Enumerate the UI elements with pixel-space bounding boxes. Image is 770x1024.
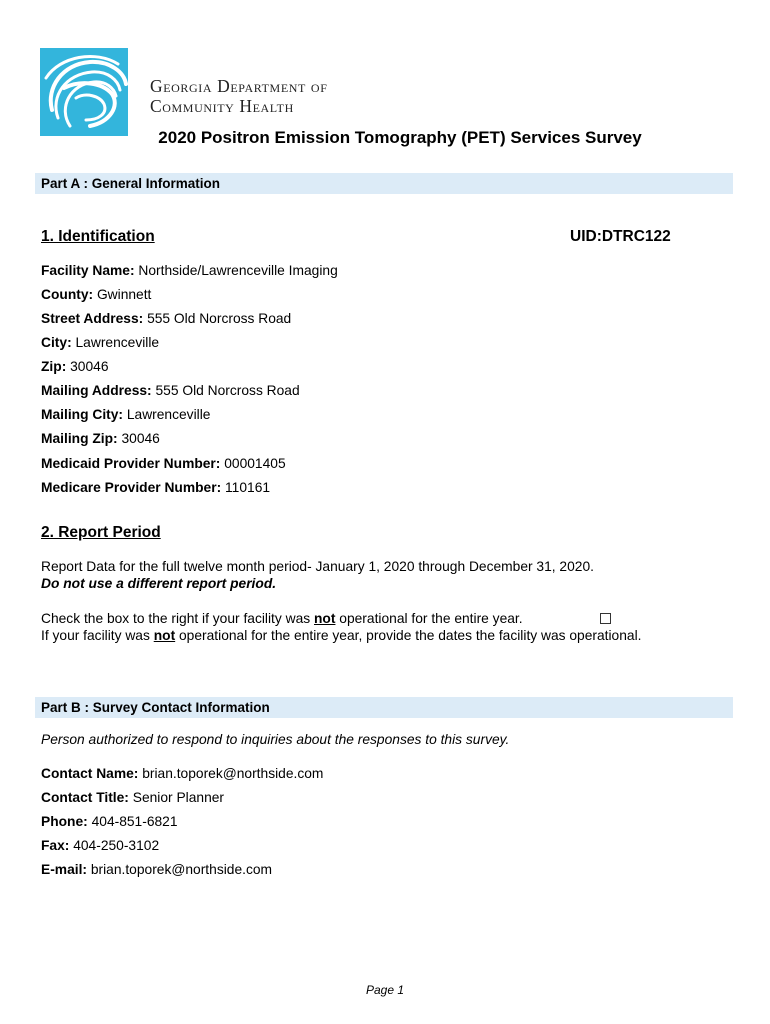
contact-title-field: Contact Title: Senior Planner (41, 790, 225, 805)
identification-heading: 1. Identification (41, 228, 155, 245)
not-operational-checkbox[interactable] (600, 613, 611, 624)
zip-field: Zip: 30046 (41, 359, 109, 374)
org-name-line1: Georgia Department of (150, 76, 328, 96)
medicaid-number-field: Medicaid Provider Number: 00001405 (41, 456, 286, 471)
not-operational-instruction: Check the box to the right if your facility was not operational for the entire year. (41, 611, 523, 626)
mailing-city-field: Mailing City: Lawrenceville (41, 407, 211, 422)
dch-logo-icon (40, 48, 128, 136)
page-title: 2020 Positron Emission Tomography (PET) Services Survey (158, 128, 642, 147)
city-field: City: Lawrenceville (41, 335, 160, 350)
part-b-header: Part B : Survey Contact Information (35, 697, 733, 718)
contact-name-field: Contact Name: brian.toporek@northside.com (41, 766, 324, 781)
county-field: County: Gwinnett (41, 287, 152, 302)
uid-label: UID:DTRC122 (570, 228, 671, 245)
org-name-line2: Community Health (150, 96, 294, 116)
contact-intro: Person authorized to respond to inquiries about the responses to this survey. (41, 732, 510, 747)
mailing-address-field: Mailing Address: 555 Old Norcross Road (41, 383, 300, 398)
fax-field: Fax: 404-250-3102 (41, 838, 160, 853)
report-period-heading: 2. Report Period (41, 524, 161, 541)
org-name (150, 76, 327, 116)
report-period-warning: Do not use a different report period. (41, 576, 277, 591)
operational-dates-instruction: If your facility was not operational for the entire year, provide the dates the facility was operational. (41, 628, 642, 643)
report-period-text: Report Data for the full twelve month period- January 1, 2020 through December 31, 2020. (41, 559, 594, 574)
email-field: E-mail: brian.toporek@northside.com (41, 862, 273, 877)
part-a-header: Part A : General Information (35, 173, 733, 194)
street-address-field: Street Address: 555 Old Norcross Road (41, 311, 292, 326)
mailing-zip-field: Mailing Zip: 30046 (41, 431, 160, 446)
page-number: Page 1 (366, 983, 405, 997)
phone-field: Phone: 404-851-6821 (41, 814, 178, 829)
facility-name-field: Facility Name: Northside/Lawrenceville Imaging (41, 263, 338, 278)
medicare-number-field: Medicare Provider Number: 110161 (41, 480, 271, 495)
